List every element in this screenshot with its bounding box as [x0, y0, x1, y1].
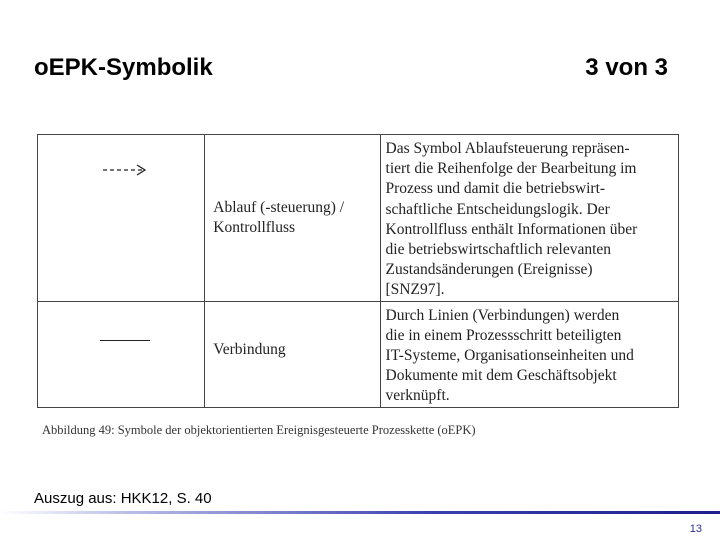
symbol-cell	[38, 301, 205, 407]
symbol-table-figure	[37, 134, 679, 404]
description-cell	[380, 301, 678, 407]
description-line: IT-Systeme, Organisationseinheiten und	[385, 347, 634, 365]
table-row	[38, 301, 679, 407]
solid-line-icon	[100, 340, 150, 341]
description-line: Dokumente mit dem Geschäftsobjekt	[385, 367, 617, 385]
description-line: Durch Linien (Verbindungen) werden	[385, 306, 620, 324]
source-note: Auszug aus: HKK12, S. 40	[34, 490, 212, 507]
symbol-cell	[38, 135, 205, 302]
name-cell	[205, 135, 380, 302]
description-line: verknüpft.	[385, 387, 450, 405]
symbol-name-line: Kontrollfluss	[213, 219, 296, 236]
description-cell	[380, 135, 678, 302]
name-cell	[205, 301, 380, 407]
slide-counter: 3 von 3	[585, 54, 668, 81]
page-number: 13	[689, 523, 702, 535]
description-line: die betriebswirtschaftlich relevanten	[385, 241, 612, 259]
description-line: [SNZ97].	[385, 281, 445, 299]
slide-title: oEPK-Symbolik	[34, 54, 213, 81]
description-line: tiert die Reihenfolge der Bearbeitung im	[385, 160, 637, 178]
dashed-arrow-icon	[102, 163, 148, 177]
figure-caption: Abbildung 49: Symbole der objektorientierten Ereignisgesteuerte Prozesskette (oEPK)	[42, 423, 476, 437]
description-line: Das Symbol Ablaufsteuerung repräsen-	[385, 140, 630, 157]
symbol-name-line: Verbindung	[213, 340, 286, 358]
description-line: Prozess und damit die betriebswirt-	[385, 180, 606, 198]
description-line: schaftliche Entscheidungslogik. Der	[385, 200, 610, 218]
description-line: Kontrollfluss enthält Informationen über	[385, 220, 638, 238]
description-line: die in einem Prozessschritt beteiligten	[385, 326, 622, 344]
footer-bar	[0, 511, 720, 514]
table-row	[38, 135, 679, 302]
symbol-name-line: Ablauf (-steuerung) /	[213, 199, 345, 216]
symbol-table	[37, 134, 679, 408]
description-line: Zustandsänderungen (Ereignisse)	[385, 261, 593, 279]
